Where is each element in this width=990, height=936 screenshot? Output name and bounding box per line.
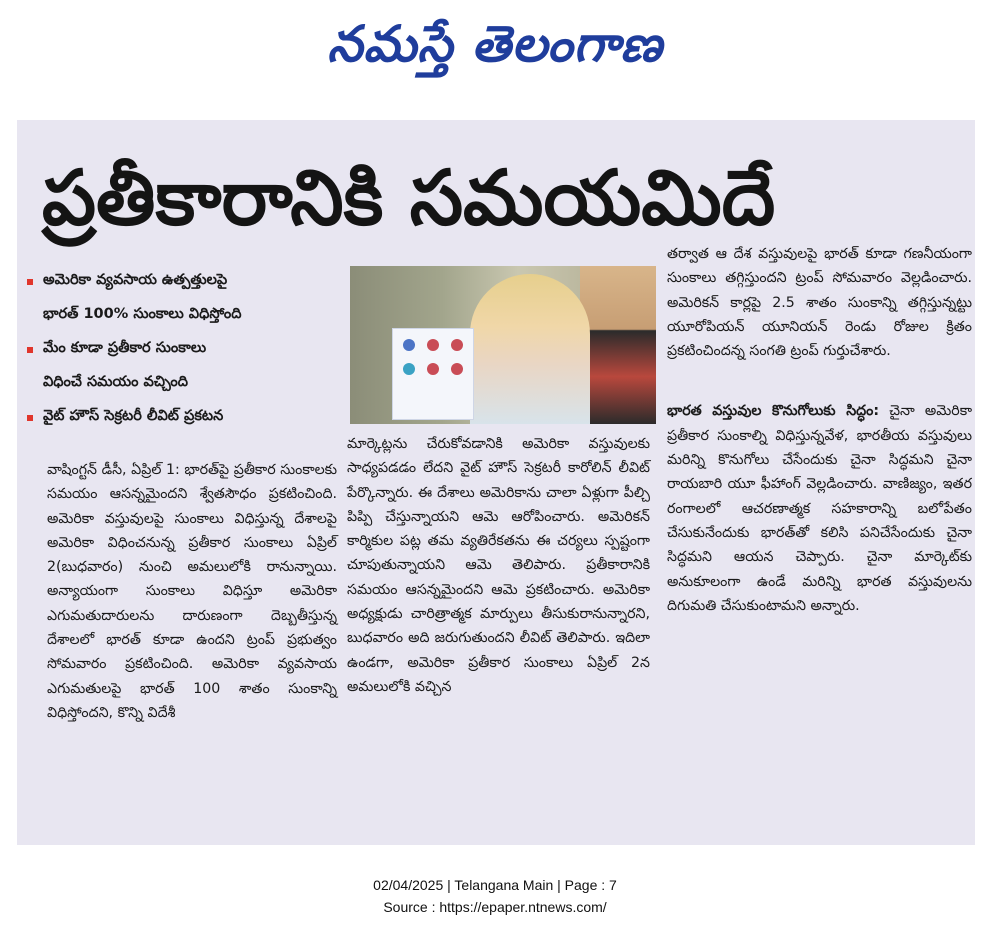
tariff-chart-sign <box>392 328 474 420</box>
bullet-marker-icon <box>27 279 33 285</box>
article-column-1: వాషింగ్టన్ డీసీ, ఏప్రిల్ 1: భారత్‌పై ప్రతీకార సుంకాలకు సమయం ఆసన్నమైందని శ్వేతసౌధం ప్రకటించింది. అమెరికా వస్తువులపై సుంకాలు విధిస్తున్న దేశాలపై అమెరికా విధించనున్న ప్రతీకార సుంకాలు ఏప్రిల్ 2(బుధవారం) నుంచి అమలులోకి రానున్నాయి. అన్యాయంగా సుంకాలు విధిస్తూ అమెరికా ఎగుమతుదారులను దారుణంగా దెబ్బతీస్తున్న దేశాలలో భారత్ కూడా ఉందని ట్రంప్ ప్రభుత్వం సోమవారం ప్రకటించింది. అమెరికా వ్యవసాయ ఎగుమతులపై భారత్ 100 శాతం సుంకాన్ని విధిస్తోందని, కొన్ని విదేశీ <box>47 462 337 721</box>
spokesperson-figure <box>470 274 590 424</box>
subheading: భారత వస్తువుల కొనుగోలుకు సిద్ధం: <box>667 403 880 420</box>
page-footer <box>0 874 990 918</box>
background-person <box>580 266 656 424</box>
source-link[interactable]: Source : https://epaper.ntnews.com/ <box>383 899 607 915</box>
summary-bullets <box>27 265 347 435</box>
bullet-item-continued: భారత్ 100% సుంకాలు విధిస్తోంది <box>43 306 242 322</box>
bullet-item-continued: విధించే సమయం వచ్చింది <box>43 374 188 390</box>
masthead <box>0 8 990 80</box>
headline: ప్రతీకారానికి సమయమిదే <box>42 153 776 242</box>
article-column-2: మార్కెట్లను చేరుకోవడానికి అమెరికా వస్తువులకు సాధ్యపడడం లేదని వైట్ హౌస్ సెక్రటరీ కారోలిన్ లీవిట్ పేర్కొన్నారు. ఈ దేశాలు అమెరికాను చాలా ఏళ్లుగా పీల్చి పిప్పి చేస్తున్నాయని ఆమె ఆరోపించారు. అమెరికన్ కార్మికుల పట్ల తమ వ్యతిరేకతను ఈ చర్యలు స్పష్టంగా చూపుతున్నాయని ఆమె తెలిపారు. ప్రతీకారానికి సమయం ఆసన్నమైందని ఆమె ప్రకటించారు. అమెరికా అధ్యక్షుడు చారిత్రాత్మక మార్పులు తీసుకురానున్నారని, బుధవారం అది జరుగుతుందని లీవిట్ తెలిపారు. ఇదిలా ఉండగా, అమెరికా ప్రతీకార సుంకాలు ఏప్రిల్ 2న అమలులోకి వచ్చిన <box>347 436 650 695</box>
bullet-marker-icon <box>27 347 33 353</box>
bullet-item: వైట్ హౌస్ సెక్రటరీ లీవిట్ ప్రకటన <box>27 401 347 435</box>
article-column-3: తర్వాత ఆ దేశ వస్తువులపై భారత్ కూడా గణనీయంగా సుంకాలు తగ్గిస్తుందని ట్రంప్ సోమవారం వెల్లడించారు. అమెరికన్ కార్లపై 2.5 శాతం సుంకాన్ని తగ్గిస్తున్నట్టు యూరోపియన్ యూనియన్ రెండు రోజుల క్రితం ప్రకటించిందన్న సంగతి ట్రంప్ గుర్తుచేశారు. భారత వస్తువుల కొనుగోలుకు సిద్ధం: చైనా అమెరికా ప్రతీకార సుంకాల్ని విధిస్తున్నవేళ, భారతీయ వస్తువులు మరిన్ని కొనుగోలు చేసేందుకు చైనా సిద్ధమని చైనా రాయబారి యూ ఫీహాంగ్ వెల్లడించారు. వాణిజ్యం, ఇతర రంగాలలో ఆచరణాత్మక సహకారాన్ని బలోపేతం చేసుకునేందుకు భారత్‌తో కలిసి పనిచేసేందుకు చైనా సిద్ధమని ఆయన చెప్పారు. చైనా మార్కెట్‌కు అనుకూలంగా ఉండే మరిన్ని భారత వస్తువులను దిగుమతి చేసుకుంటామని అన్నారు. <box>667 246 973 614</box>
news-photo <box>350 266 656 424</box>
article <box>17 120 975 845</box>
masthead-logo: నమస్తే తెలంగాణ <box>327 15 663 73</box>
bullet-marker-icon <box>27 415 33 421</box>
bullet-item: అమెరికా వ్యవసాయ ఉత్పత్తులపై <box>27 265 347 299</box>
bullet-item: మేం కూడా ప్రతీకార సుంకాలు <box>27 333 347 367</box>
edition-info: 02/04/2025 | Telangana Main | Page : 7 <box>373 877 617 893</box>
